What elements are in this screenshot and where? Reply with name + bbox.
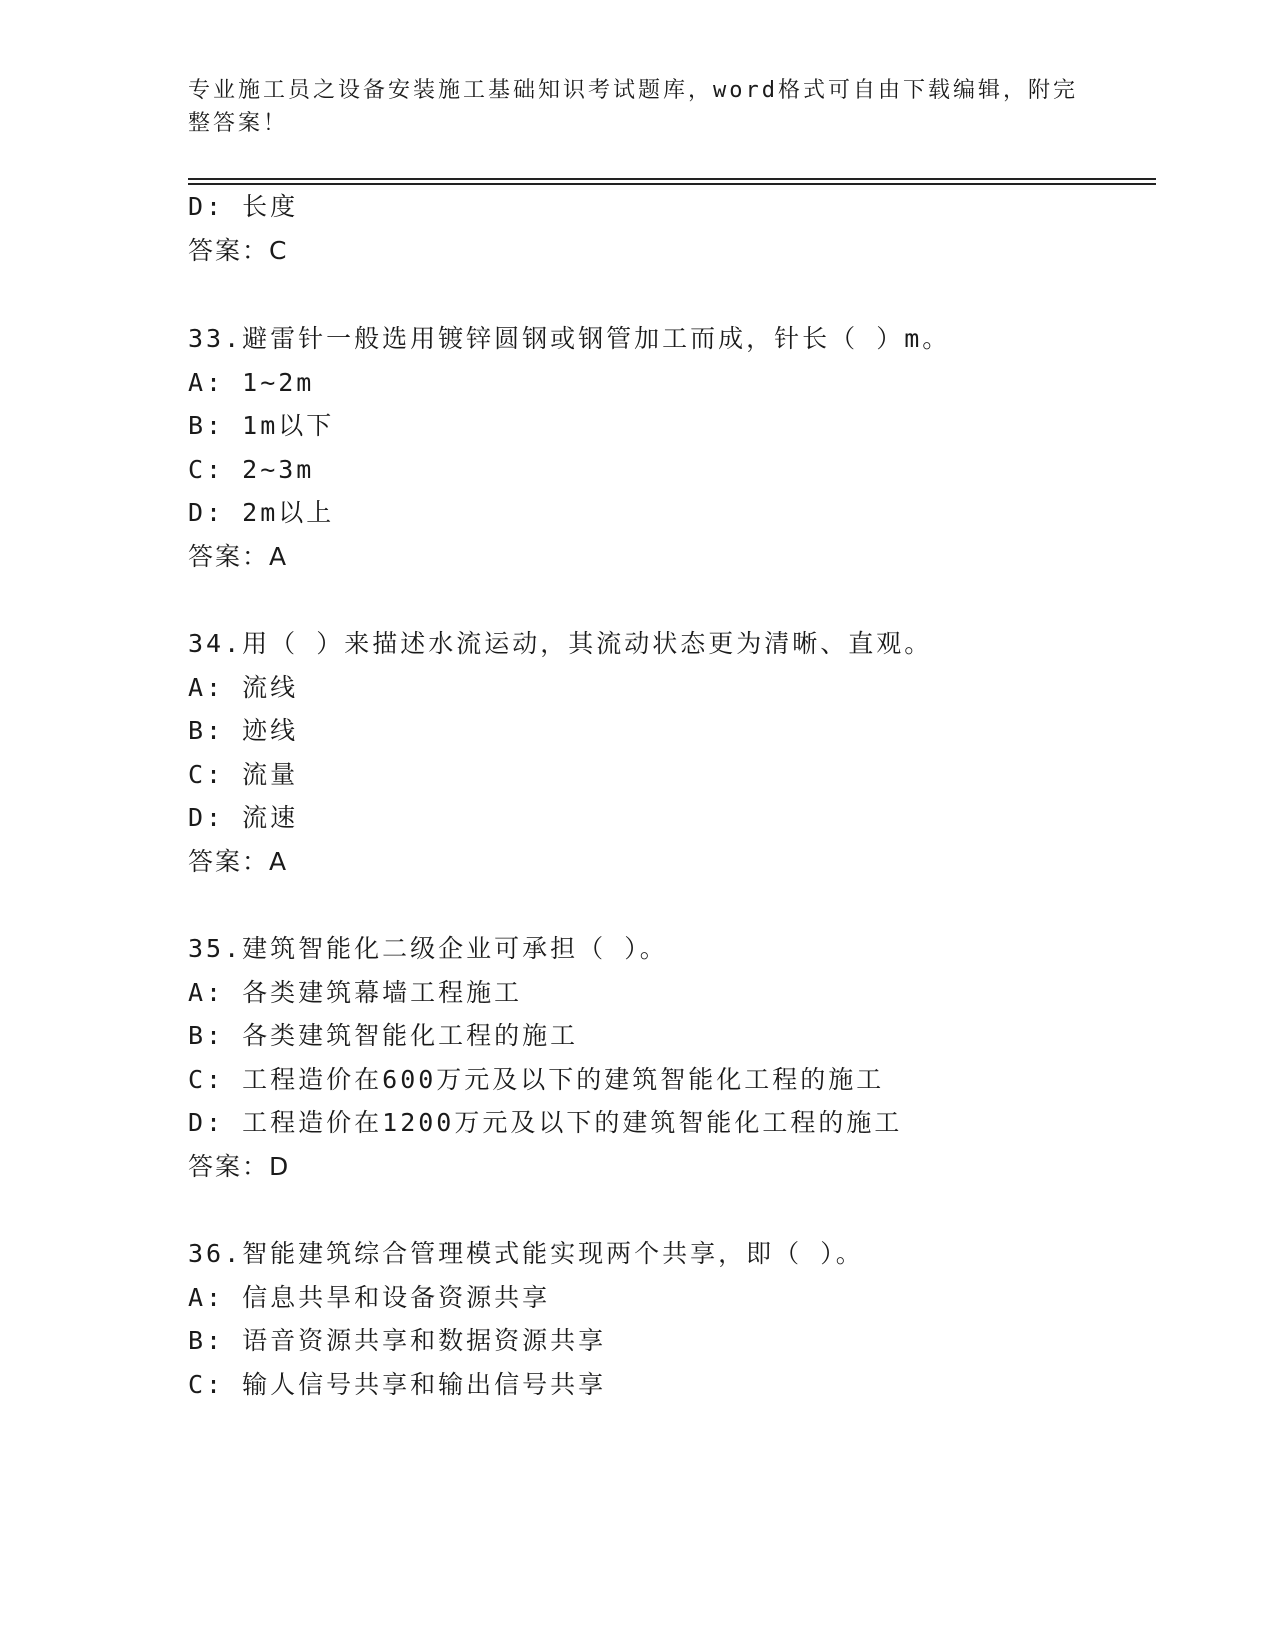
option-33-c: C: 2~3m (188, 455, 315, 484)
answer-35: 答案：D (188, 1152, 291, 1181)
option-34-b: B: 迹线 (188, 716, 299, 745)
header-rule-top (188, 178, 1156, 180)
answer-34: 答案：A (188, 847, 289, 876)
option-33-b: B: 1m以下 (188, 411, 335, 440)
header-rule-bottom (188, 183, 1156, 185)
option-36-b: B: 语音资源共享和数据资源共享 (188, 1326, 607, 1355)
option-d-prev: D: 长度 (188, 192, 299, 221)
header-line-2: 整答案！ (188, 111, 289, 136)
option-35-b: B: 各类建筑智能化工程的施工 (188, 1021, 579, 1050)
option-35-d: D: 工程造价在1200万元及以下的建筑智能化工程的施工 (188, 1108, 903, 1137)
option-35-a: A: 各类建筑幕墙工程施工 (188, 978, 523, 1007)
option-33-d: D: 2m以上 (188, 498, 335, 527)
question-33: 33.避雷针一般选用镀锌圆钢或钢管加工而成，针长（ ）m。 (188, 324, 951, 353)
option-36-c: C: 输人信号共享和输出信号共享 (188, 1370, 607, 1399)
question-34: 34.用（ ）来描述水流运动，其流动状态更为清晰、直观。 (188, 629, 933, 658)
header-line-1: 专业施工员之设备安装施工基础知识考试题库，word格式可自由下载编辑，附完 (188, 78, 1078, 103)
option-35-c: C: 工程造价在600万元及以下的建筑智能化工程的施工 (188, 1065, 885, 1094)
question-35: 35.建筑智能化二级企业可承担（ ）。 (188, 934, 668, 963)
option-34-a: A: 流线 (188, 673, 299, 702)
option-36-a: A: 信息共旱和设备资源共享 (188, 1283, 551, 1312)
question-36: 36.智能建筑综合管理模式能实现两个共享，即（ ）。 (188, 1239, 864, 1268)
answer-prev: 答案：C (188, 236, 289, 265)
answer-33: 答案：A (188, 542, 289, 571)
option-34-d: D: 流速 (188, 803, 299, 832)
option-34-c: C: 流量 (188, 760, 299, 789)
document-header (188, 74, 1088, 140)
option-33-a: A: 1~2m (188, 368, 315, 397)
